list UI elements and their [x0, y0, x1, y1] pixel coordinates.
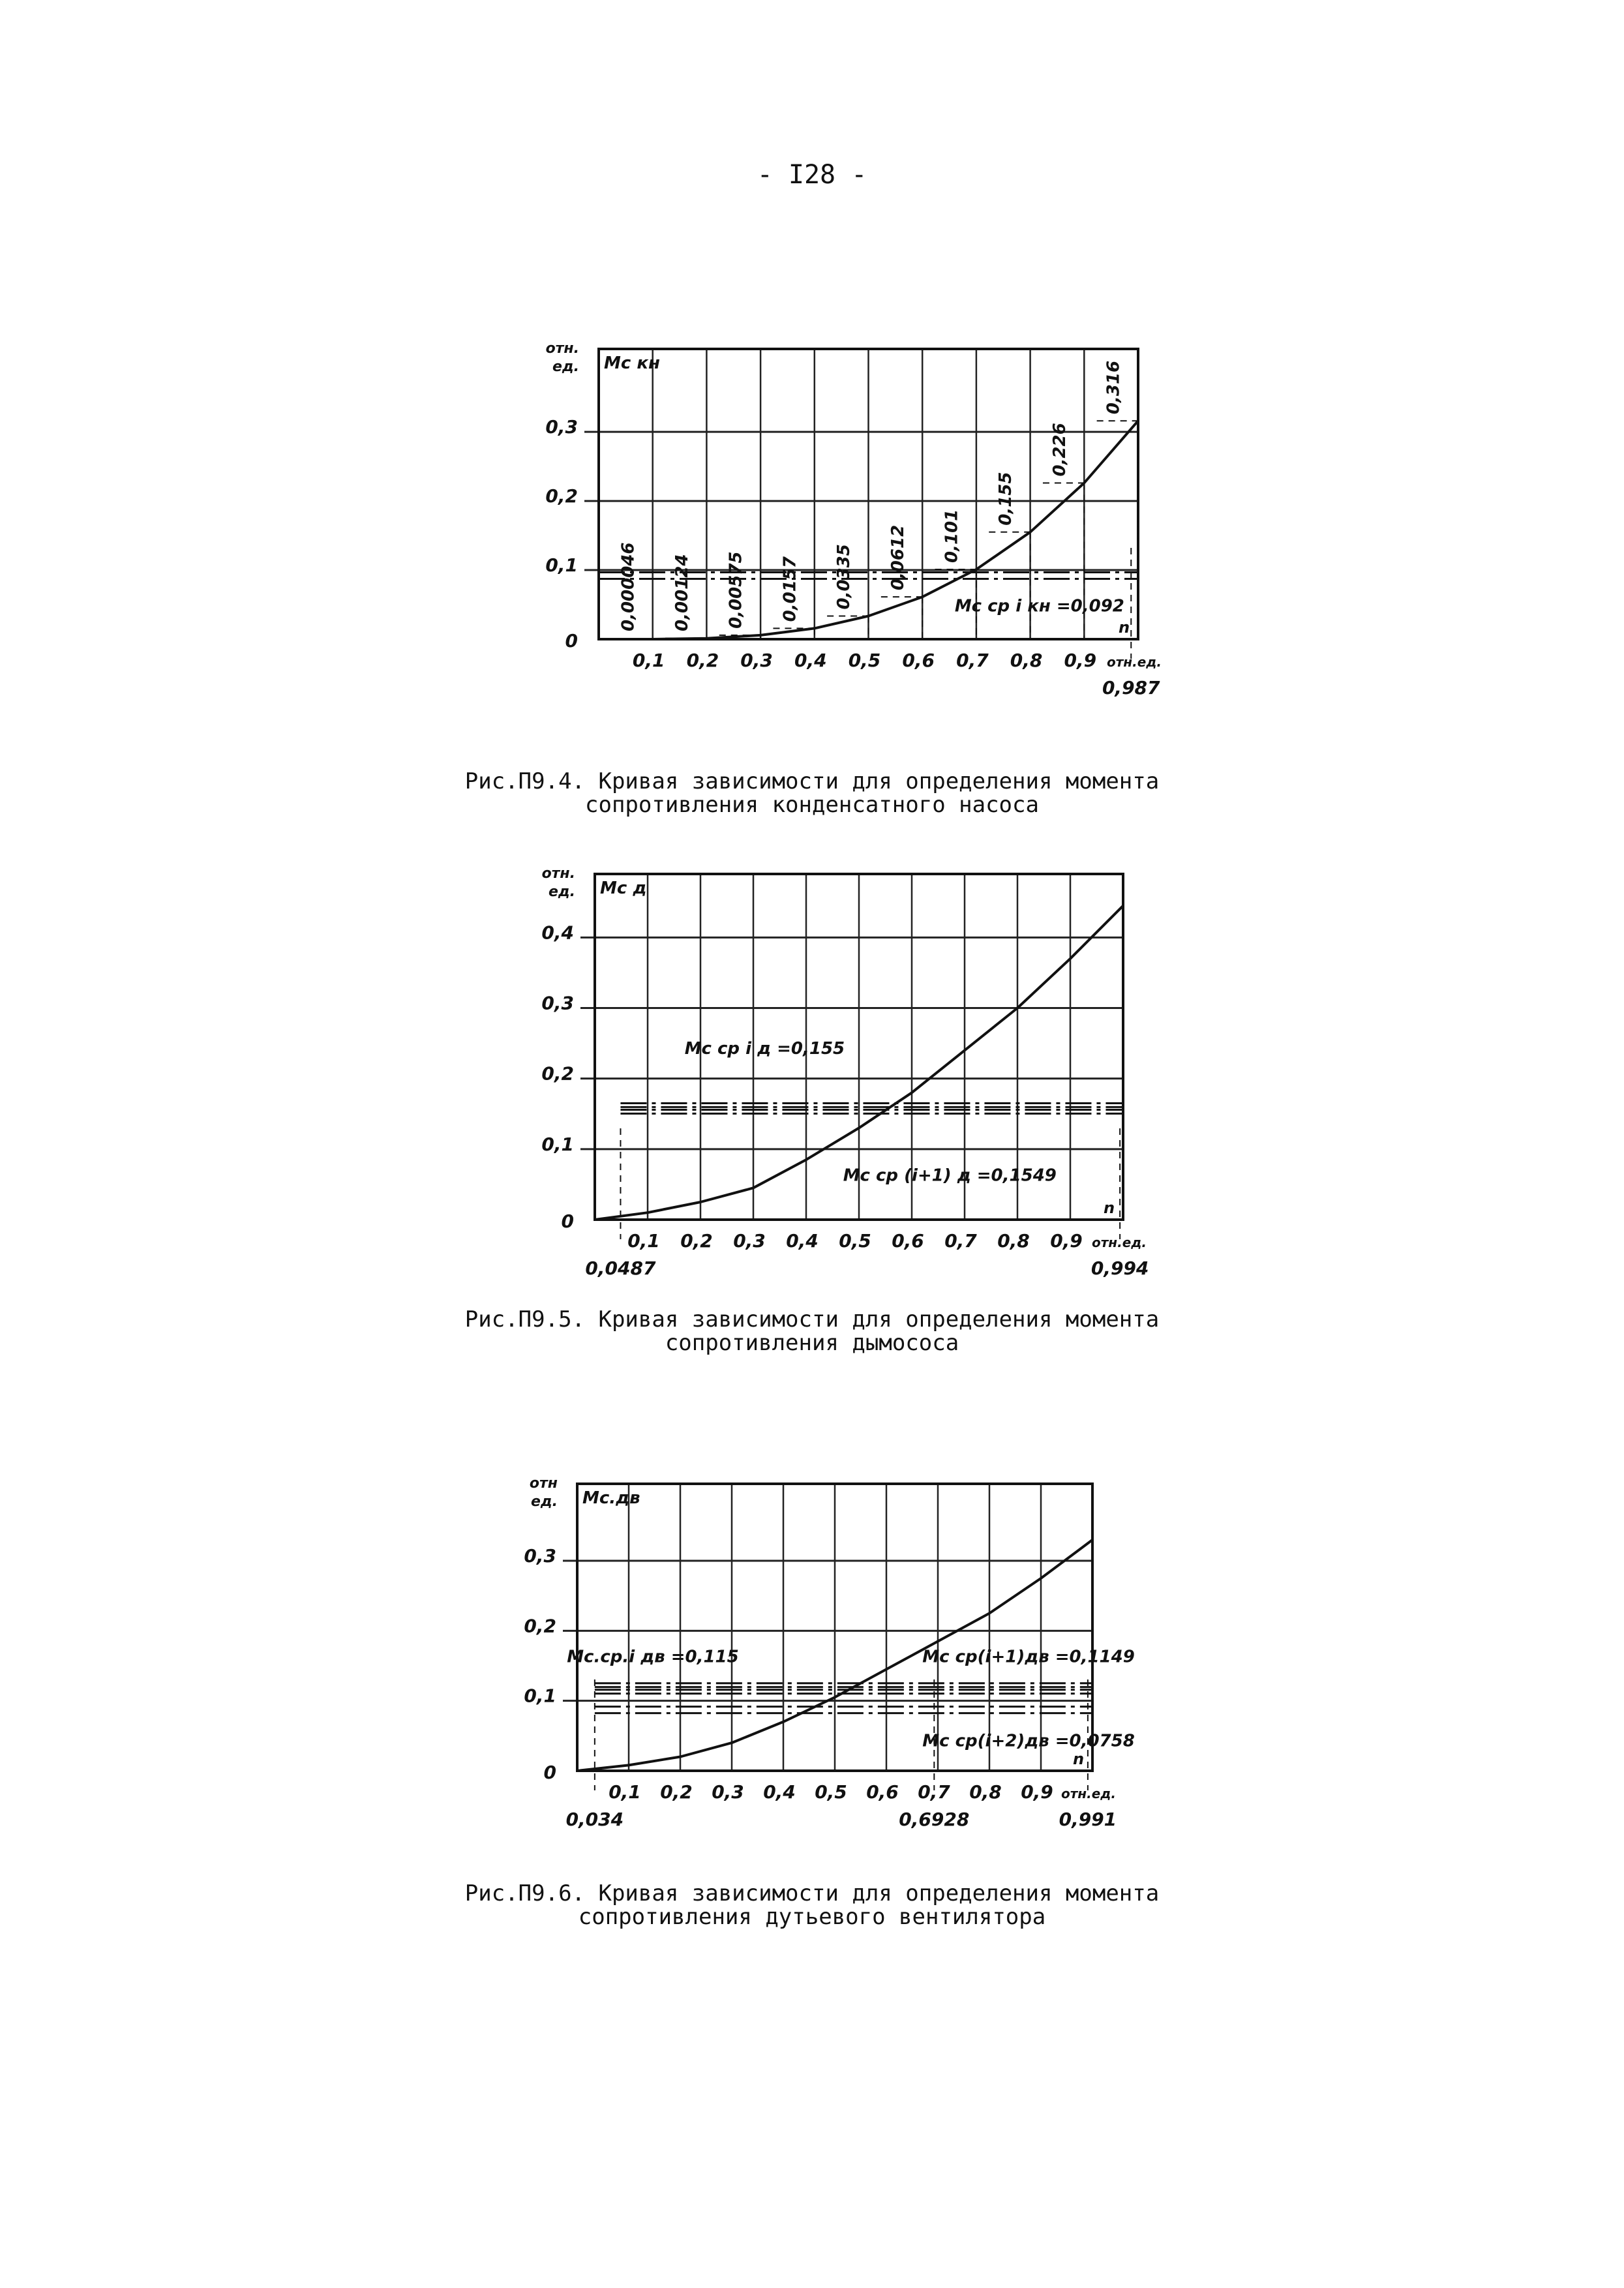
x-tick-label: 0,7 — [956, 650, 989, 671]
y-tick-label: 0,3 — [541, 992, 574, 1014]
x-tick-label: 0,8 — [969, 1781, 1002, 1803]
figure-caption-p9-5 — [0, 1308, 1624, 1355]
y-tick-label: 0,3 — [524, 1545, 556, 1567]
y-tick-label: 0,3 — [545, 416, 578, 438]
caption-line-1: Рис.П9.5. Кривая зависимости для определения момента — [464, 1306, 1160, 1332]
y-unit-label: отн. — [545, 340, 579, 357]
x-unit-label: отн.ед. — [1091, 1235, 1147, 1250]
figure-caption-p9-4 — [0, 770, 1624, 817]
x-tick-label: 0,7 — [918, 1781, 950, 1803]
extra-x-label: 0,987 — [1102, 677, 1160, 699]
average-line-label: Мс ср(i+1)дв =0,1149 — [922, 1647, 1135, 1667]
x-tick-label: 0,2 — [680, 1230, 713, 1252]
y-tick-label: 0,2 — [541, 1062, 574, 1085]
x-tick-label: 0,1 — [632, 650, 665, 671]
y-unit-label: отн. — [541, 866, 575, 882]
caption-line-2: сопротивления дутьевого вентилятора — [578, 1904, 1046, 1930]
x-tick-label: 0,4 — [786, 1230, 819, 1252]
origin-label: 0 — [565, 630, 578, 652]
x-unit-label: отн.ед. — [1060, 1786, 1117, 1801]
page-number: - I28 - — [757, 160, 867, 190]
average-line-label: Мс ср(i+2)дв =0,0758 — [922, 1731, 1135, 1751]
caption-line-2: сопротивления дымососа — [665, 1330, 959, 1356]
x-tick-label: 0,6 — [892, 1230, 924, 1252]
average-line-label: Мс ср i кн =0,092 — [954, 596, 1124, 616]
y-tick-label: 0,1 — [545, 554, 578, 577]
x-tick-label: 0,6 — [902, 650, 935, 671]
x-tick-label: 0,5 — [848, 650, 881, 671]
caption-line-1: Рис.П9.6. Кривая зависимости для определения момента — [464, 1880, 1160, 1906]
x-axis-label: n — [1073, 1750, 1085, 1768]
y-axis-label: Мс.дв — [582, 1488, 640, 1508]
value-label: 0,316 — [1104, 360, 1124, 415]
extra-x-label: 0,991 — [1059, 1809, 1117, 1830]
caption-line-1: Рис.П9.4. Кривая зависимости для определения момента — [464, 768, 1160, 794]
x-tick-label: 0,6 — [866, 1781, 899, 1803]
extra-x-label: 0,994 — [1090, 1257, 1149, 1279]
x-tick-label: 0,8 — [997, 1230, 1030, 1252]
y-tick-label: 0,1 — [541, 1133, 574, 1155]
y-axis-label: Мс кн — [604, 354, 660, 373]
value-label: 0,226 — [1049, 423, 1070, 477]
y-unit-label: ед. — [552, 359, 579, 375]
y-unit-label: ед. — [548, 884, 575, 900]
value-label: 0,00575 — [726, 551, 746, 629]
caption-line-2: сопротивления конденсатного насоса — [585, 792, 1039, 818]
x-tick-label: 0,1 — [609, 1781, 641, 1803]
x-tick-label: 0,4 — [794, 650, 827, 671]
y-tick-label: 0,2 — [545, 485, 578, 507]
origin-label: 0 — [543, 1762, 556, 1783]
x-axis-label: n — [1104, 1199, 1115, 1217]
y-tick-label: 0,1 — [524, 1685, 556, 1707]
x-tick-label: 0,9 — [1021, 1781, 1053, 1803]
x-tick-label: 0,8 — [1010, 650, 1043, 671]
x-tick-label: 0,5 — [815, 1781, 847, 1803]
value-label: 0,155 — [996, 472, 1016, 526]
x-tick-label: 0,2 — [660, 1781, 693, 1803]
value-label: 0,00124 — [672, 554, 693, 631]
y-tick-label: 0,4 — [541, 922, 574, 944]
extra-x-label: 0,0487 — [585, 1257, 656, 1279]
x-unit-label: отн.ед. — [1106, 654, 1162, 670]
value-label: 0,101 — [942, 509, 962, 563]
x-tick-label: 0,9 — [1064, 650, 1097, 671]
average-line-label: Мс ср (i+1) д =0,1549 — [843, 1166, 1057, 1186]
value-label: 0,0612 — [888, 524, 908, 591]
value-label: 0,0335 — [834, 544, 854, 610]
origin-label: 0 — [561, 1211, 574, 1232]
extra-x-label: 0,034 — [565, 1809, 624, 1830]
value-label: 0,0157 — [780, 556, 800, 622]
value-label: 0,000046 — [618, 542, 639, 631]
x-tick-label: 0,3 — [740, 650, 773, 671]
x-tick-label: 0,3 — [733, 1230, 766, 1252]
y-axis-label: Мс д — [600, 879, 647, 898]
y-unit-label: отн — [529, 1475, 558, 1492]
x-tick-label: 0,3 — [712, 1781, 744, 1803]
x-axis-label: n — [1119, 618, 1130, 637]
x-tick-label: 0,5 — [839, 1230, 871, 1252]
x-tick-label: 0,9 — [1050, 1230, 1083, 1252]
extra-x-label: 0,6928 — [899, 1809, 970, 1830]
y-tick-label: 0,2 — [524, 1615, 556, 1637]
x-tick-label: 0,4 — [763, 1781, 796, 1803]
x-tick-label: 0,7 — [944, 1230, 977, 1252]
y-unit-label: ед. — [530, 1494, 558, 1510]
average-line-label: Мс.ср.i дв =0,115 — [567, 1647, 739, 1667]
figure-caption-p9-6 — [0, 1882, 1624, 1929]
x-tick-label: 0,1 — [627, 1230, 660, 1252]
x-tick-label: 0,2 — [686, 650, 719, 671]
average-line-label: Мс ср i д =0,155 — [684, 1038, 845, 1059]
